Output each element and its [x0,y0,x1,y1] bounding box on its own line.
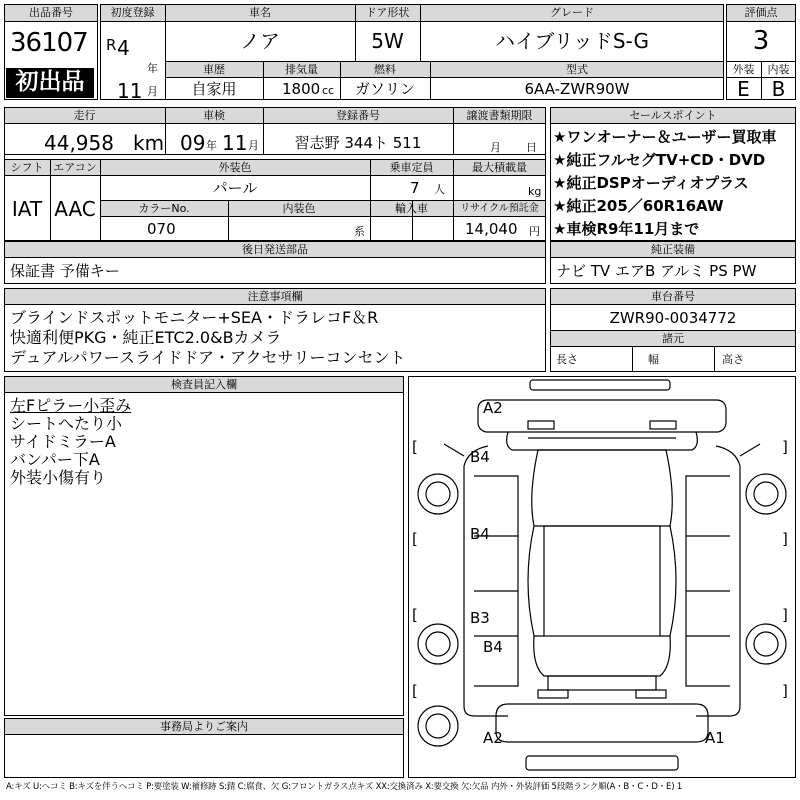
length-label: 長さ [556,353,578,366]
history-label: 車歴 [203,63,225,76]
inspection-month-unit: 月 [248,139,259,152]
color-no: 070 [147,220,176,238]
chassis-label: 車台番号 [651,290,695,303]
capacity: 7 [410,179,420,197]
bracket-right: ] [782,606,788,624]
height-label: 高さ [722,353,744,366]
note-line: ブラインドスポットモニター+SEA・ドラレコF＆R [10,308,379,327]
bracket-right: ] [782,438,788,456]
lot-number: 36107 [10,28,88,58]
sales-point: ★ワンオーナー＆ユーザー買取車 [553,128,777,146]
sales-point: ★車検R9年11月まで [553,220,700,238]
mileage: 44,958 [44,131,114,155]
color-no-label: カラーNo. [138,202,190,215]
registration: 習志野 344ト 511 [294,134,422,152]
era: R [106,36,117,54]
fuel: ガソリン [354,80,415,98]
damage-mark: A2 [483,729,503,747]
later-parts-label: 後日発送部品 [242,243,308,256]
equipment-label: 純正装備 [651,243,695,256]
inspector-line: サイドミラーA [10,432,116,451]
transfer-label: 譲渡書類期限 [466,109,533,122]
car-name-label: 車名 [249,6,271,19]
month-unit: 月 [147,85,158,98]
shift: IAT [11,197,43,221]
bracket-left: [ [412,606,418,624]
grade-label: グレード [550,6,594,19]
later-parts: 保証書 予備キー [10,262,120,280]
inspection-label: 車検 [203,109,225,122]
import-label: 輸入車 [395,202,428,215]
inspector-label: 検査員記入欄 [171,378,237,391]
first-listing-text: 初出品 [15,69,85,95]
exterior-label: 外装 [732,63,755,76]
score: 3 [752,26,770,56]
inspection-year-unit: 年 [206,139,217,152]
inspector-line: 外装小傷有り [10,468,107,487]
reg-year: 4 [117,36,130,60]
damage-mark: A1 [705,729,725,747]
equipment: ナビ TV エアB アルミ PS PW [556,262,757,280]
car-name: ノア [240,29,280,53]
mileage-label: 走行 [73,109,96,122]
load-label: 最大積載量 [472,161,527,174]
first-reg-label: 初度登録 [110,6,155,19]
damage-mark: B4 [483,638,503,656]
damage-legend: A:キズ U:ヘコミ B:キズを伴うヘコミ P:要塗装 W:補修跡 S:錆 C:腐食、欠 G:フロントガラス点キズ XX:交換済み X:要交換 欠:欠品 内外・外装評価 5段階ランク順(A・B・C・D・E) 1 [6,782,683,792]
inspection-month: 11 [222,131,248,155]
recycle: 14,040 [465,220,518,238]
model-label: 型式 [566,63,588,76]
inspector-line: バンパー下A [10,450,100,469]
bracket-left: [ [412,682,418,700]
capacity-label: 乗車定員 [389,161,434,174]
bracket-left: [ [412,438,418,456]
damage-mark: A2 [483,399,503,417]
mileage-unit: km [133,131,165,155]
score-label: 評価点 [744,6,778,19]
sales-label: セールスポイント [629,109,717,122]
car-diagram [408,376,796,778]
shift-label: シフト [10,161,44,174]
ext-color: パール [212,179,258,197]
door-type: 5W [371,29,404,53]
bracket-left: [ [412,530,418,548]
year-unit: 年 [147,62,158,75]
grade: ハイブリッドS-G [495,29,649,53]
aircon-label: エアコン [53,161,97,174]
reg-month: 11 [117,79,143,103]
transfer-day-unit: 日 [526,141,537,154]
damage-mark: B4 [470,448,490,466]
bracket-right: ] [782,682,788,700]
bracket-right: ] [782,530,788,548]
transfer-month-unit: 月 [490,141,501,154]
inspector-line: シートへたり小 [10,414,123,433]
sales-point: ★純正フルセグTV+CD・DVD [553,151,766,169]
history: 自家用 [191,80,237,98]
displacement-label: 排気量 [285,63,318,76]
interior-grade: B [771,77,786,101]
note-line: デュアルパワースライドドア・アクセサリーコンセント [10,348,406,367]
damage-mark: B4 [470,525,490,543]
recycle-label: リサイクル預託金 [460,203,539,214]
exterior-grade: E [737,77,750,101]
recycle-unit: 円 [529,225,540,238]
int-color-unit: 系 [354,225,365,238]
load-unit: kg [528,185,542,198]
aircon: AAC [54,197,96,221]
ext-color-label: 外装色 [218,161,252,174]
int-color-label: 内装色 [282,202,316,215]
dims-label: 諸元 [662,332,684,345]
chassis-number: ZWR90-0034772 [609,309,737,327]
interior-label: 内装 [767,63,790,76]
lot-number-label: 出品番号 [29,6,73,19]
model: 6AA-ZWR90W [524,80,630,98]
displacement: 1800 [282,80,321,98]
door-label: ドア形状 [365,6,410,19]
sales-point: ★純正DSPオーディオプラス [553,174,749,192]
fuel-label: 燃料 [374,63,396,76]
inspector-line: 左Fピラー小歪み [10,396,132,415]
sales-point: ★純正205／60R16AW [553,197,724,215]
office-label: 事務局よりご案内 [160,720,248,733]
divider [632,347,633,372]
inspection-year: 09 [180,131,206,155]
registration-label: 登録番号 [336,109,380,122]
divider [714,347,715,372]
displacement-unit: cc [322,84,335,97]
width-label: 幅 [648,353,659,366]
notes-label: 注意事項欄 [247,290,303,303]
capacity-unit: 人 [434,183,445,196]
note-line: 快適利便PKG・純正ETC2.0&Bカメラ [10,328,282,347]
damage-mark: B3 [470,609,490,627]
